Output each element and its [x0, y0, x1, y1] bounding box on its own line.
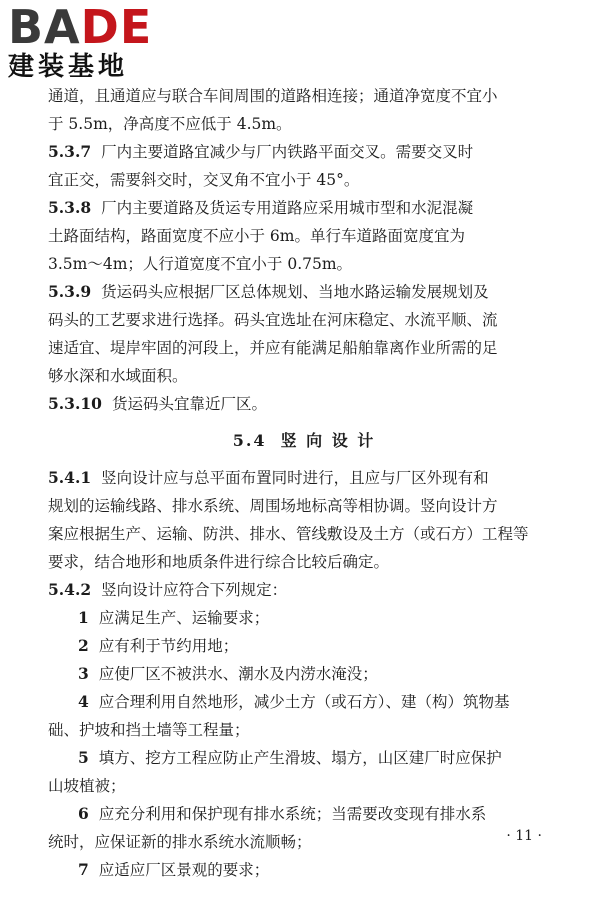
list-item: 4 应合理利用自然地形，减少土方（或石方）、建（构）筑物基 — [78, 692, 510, 711]
text-line: 3.5m～4m；人行道宽度不宜小于 0.75m。 — [48, 255, 353, 273]
clause-number: 5.3.9 — [48, 282, 92, 301]
text-line: 山坡植被； — [48, 777, 126, 795]
clause-5-4-2: 5.4.2 竖向设计应符合下列规定： — [48, 580, 288, 599]
clause-5-3-9: 5.3.9 货运码头应根据厂区总体规划、当地水路运输发展规划及 — [48, 282, 489, 301]
text-line: 宜正交，需要斜交时，交叉角不宜小于 45°。 — [48, 171, 360, 189]
clause-number: 5.3.8 — [48, 198, 92, 217]
clause-number: 5.4.2 — [48, 580, 92, 599]
text-line: 土路面结构，路面宽度不应小于 6m。单行车道路面宽度宜为 — [48, 227, 465, 245]
list-item: 7 应适应厂区景观的要求； — [78, 860, 270, 879]
bade-logo — [8, 0, 178, 86]
clause-number: 5.3.10 — [48, 394, 102, 413]
section-heading: 5.4 竖 向 设 计 — [232, 431, 376, 450]
clause-5-3-8: 5.3.8 厂内主要道路及货运专用道路应采用城市型和水泥混凝 — [48, 198, 474, 217]
list-item: 6 应充分利用和保护现有排水系统；当需要改变现有排水系 — [78, 804, 487, 823]
text-line: 速适宜、堤岸牢固的河段上，并应有能满足船舶靠离作业所需的足 — [48, 339, 498, 357]
list-item: 2 应有利于节约用地； — [78, 636, 239, 655]
clause-number: 5.4.1 — [48, 468, 92, 487]
logo-wordmark: BADE — [8, 0, 153, 54]
list-item: 3 应使厂区不被洪水、潮水及内涝水淹没； — [78, 664, 378, 683]
list-item: 5 填方、挖方工程应防止产生滑坡、塌方，山区建厂时应保护 — [78, 748, 502, 767]
text-line: 通道，且通道应与联合车间周围的道路相连接；通道净宽度不宜小 — [48, 87, 498, 105]
text-line: 规划的运输线路、排水系统、周围场地标高等相协调。竖向设计方 — [48, 497, 498, 515]
text-line: 码头的工艺要求进行选择。码头宜选址在河床稳定、水流平顺、流 — [48, 311, 498, 329]
logo-subtitle: 建装基地 — [8, 52, 129, 82]
text-line: 够水深和水域面积。 — [48, 367, 188, 385]
text-line: 统时，应保证新的排水系统水流顺畅； — [48, 833, 312, 851]
text-line: 要求，结合地形和地质条件进行综合比较后确定。 — [48, 553, 390, 571]
text-line: 案应根据生产、运输、防洪、排水、管线敷设及土方（或石方）工程等 — [48, 525, 529, 543]
list-item: 1 应满足生产、运输要求； — [78, 608, 270, 627]
clause-number: 5.3.7 — [48, 142, 92, 161]
text-line: 础、护坡和挡土墙等工程量； — [48, 721, 250, 739]
text-line: 于 5.5m，净高度不应低于 4.5m。 — [48, 115, 292, 133]
clause-5-3-10: 5.3.10 货运码头宜靠近厂区。 — [48, 394, 267, 413]
clause-5-4-1: 5.4.1 竖向设计应与总平面布置同时进行，且应与厂区外现有和 — [48, 468, 489, 487]
page-number: · 11 · — [506, 828, 542, 844]
document-body — [48, 82, 560, 884]
clause-5-3-7: 5.3.7 厂内主要道路宜减少与厂内铁路平面交叉。需要交叉时 — [48, 142, 474, 161]
